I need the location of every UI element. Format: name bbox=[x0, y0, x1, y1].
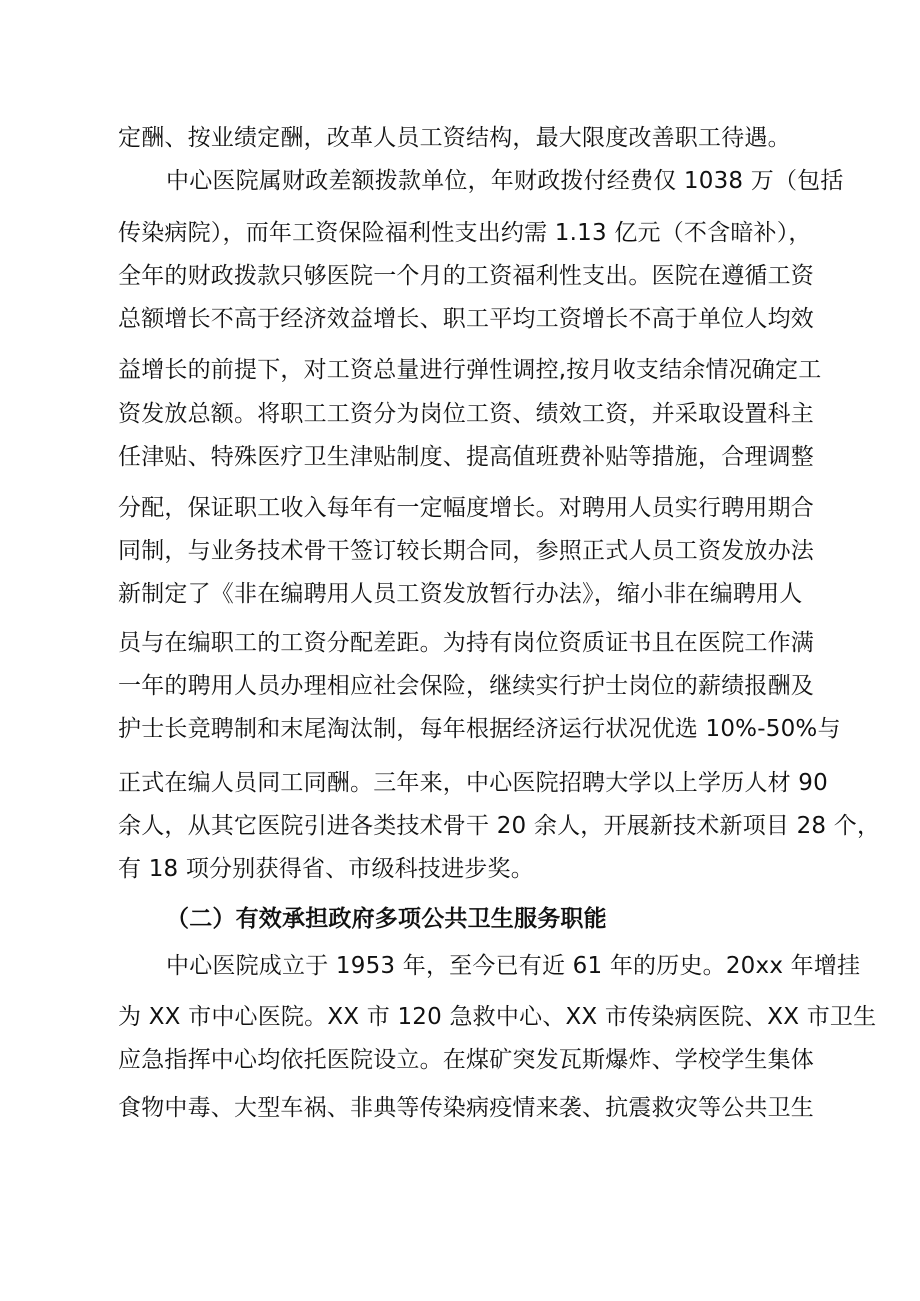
paragraph-3-line-3: 应急指挥中心均依托医院设立。在煤矿突发瓦斯爆炸、学校学生集体 bbox=[118, 1047, 814, 1073]
paragraph-2-line-7: 任津贴、特殊医疗卫生津贴制度、提高值班费补贴等措施，合理调整 bbox=[118, 444, 814, 470]
paragraph-2-line-8: 分配，保证职工收入每年有一定幅度增长。对聘用人员实行聘用期合 bbox=[118, 495, 814, 521]
paragraph-2-line-9: 同制，与业务技术骨干签订较长期合同，参照正式人员工资发放办法 bbox=[118, 538, 814, 564]
paragraph-2-line-14: 正式在编人员同工同酬。三年来，中心医院招聘大学以上学历人材 90 bbox=[118, 770, 828, 796]
paragraph-2-line-2: 传染病院），而年工资保险福利性支出约需 1.13 亿元（不含暗补）， bbox=[118, 220, 812, 246]
paragraph-2-line-11: 员与在编职工的工资分配差距。为持有岗位资质证书且在医院工作满 bbox=[118, 630, 814, 656]
paragraph-2-line-3: 全年的财政拨款只够医院一个月的工资福利性支出。医院在遵循工资 bbox=[118, 263, 814, 289]
paragraph-3-line-1: 中心医院成立于 1953 年，至今已有近 61 年的历史。20xx 年增挂 bbox=[166, 953, 861, 979]
paragraph-2-line-15: 余人，从其它医院引进各类技术骨干 20 余人，开展新技术新项目 28 个， bbox=[118, 813, 881, 839]
paragraph-2-line-4: 总额增长不高于经济效益增长、职工平均工资增长不高于单位人均效 bbox=[118, 306, 814, 332]
paragraph-2-line-16: 有 18 项分别获得省、市级科技进步奖。 bbox=[118, 856, 534, 882]
paragraph-2-line-1: 中心医院属财政差额拨款单位，年财政拨付经费仅 1038 万（包括 bbox=[166, 168, 844, 194]
paragraph-2-line-13: 护士长竞聘制和末尾淘汰制，每年根据经济运行状况优选 10%-50%与 bbox=[118, 716, 841, 742]
paragraph-2-line-10: 新制定了《非在编聘用人员工资发放暂行办法》，缩小非在编聘用人 bbox=[118, 581, 803, 607]
paragraph-2-line-5: 益增长的前提下，对工资总量进行弹性调控,按月收支结余情况确定工 bbox=[118, 357, 822, 383]
paragraph-1-line-1: 定酬、按业绩定酬，改革人员工资结构，最大限度改善职工待遇。 bbox=[118, 125, 791, 151]
paragraph-2-line-12: 一年的聘用人员办理相应社会保险，继续实行护士岗位的薪绩报酬及 bbox=[118, 673, 814, 699]
paragraph-3-line-2: 为 XX 市中心医院。XX 市 120 急救中心、XX 市传染病医院、XX 市卫生 bbox=[118, 1004, 877, 1030]
paragraph-3-line-4: 食物中毒、大型车祸、非典等传染病疫情来袭、抗震救灾等公共卫生 bbox=[118, 1095, 814, 1121]
section-heading: （二）有效承担政府多项公共卫生服务职能 bbox=[166, 906, 607, 932]
paragraph-2-line-6: 资发放总额。将职工工资分为岗位工资、绩效工资，并采取设置科主 bbox=[118, 401, 814, 427]
